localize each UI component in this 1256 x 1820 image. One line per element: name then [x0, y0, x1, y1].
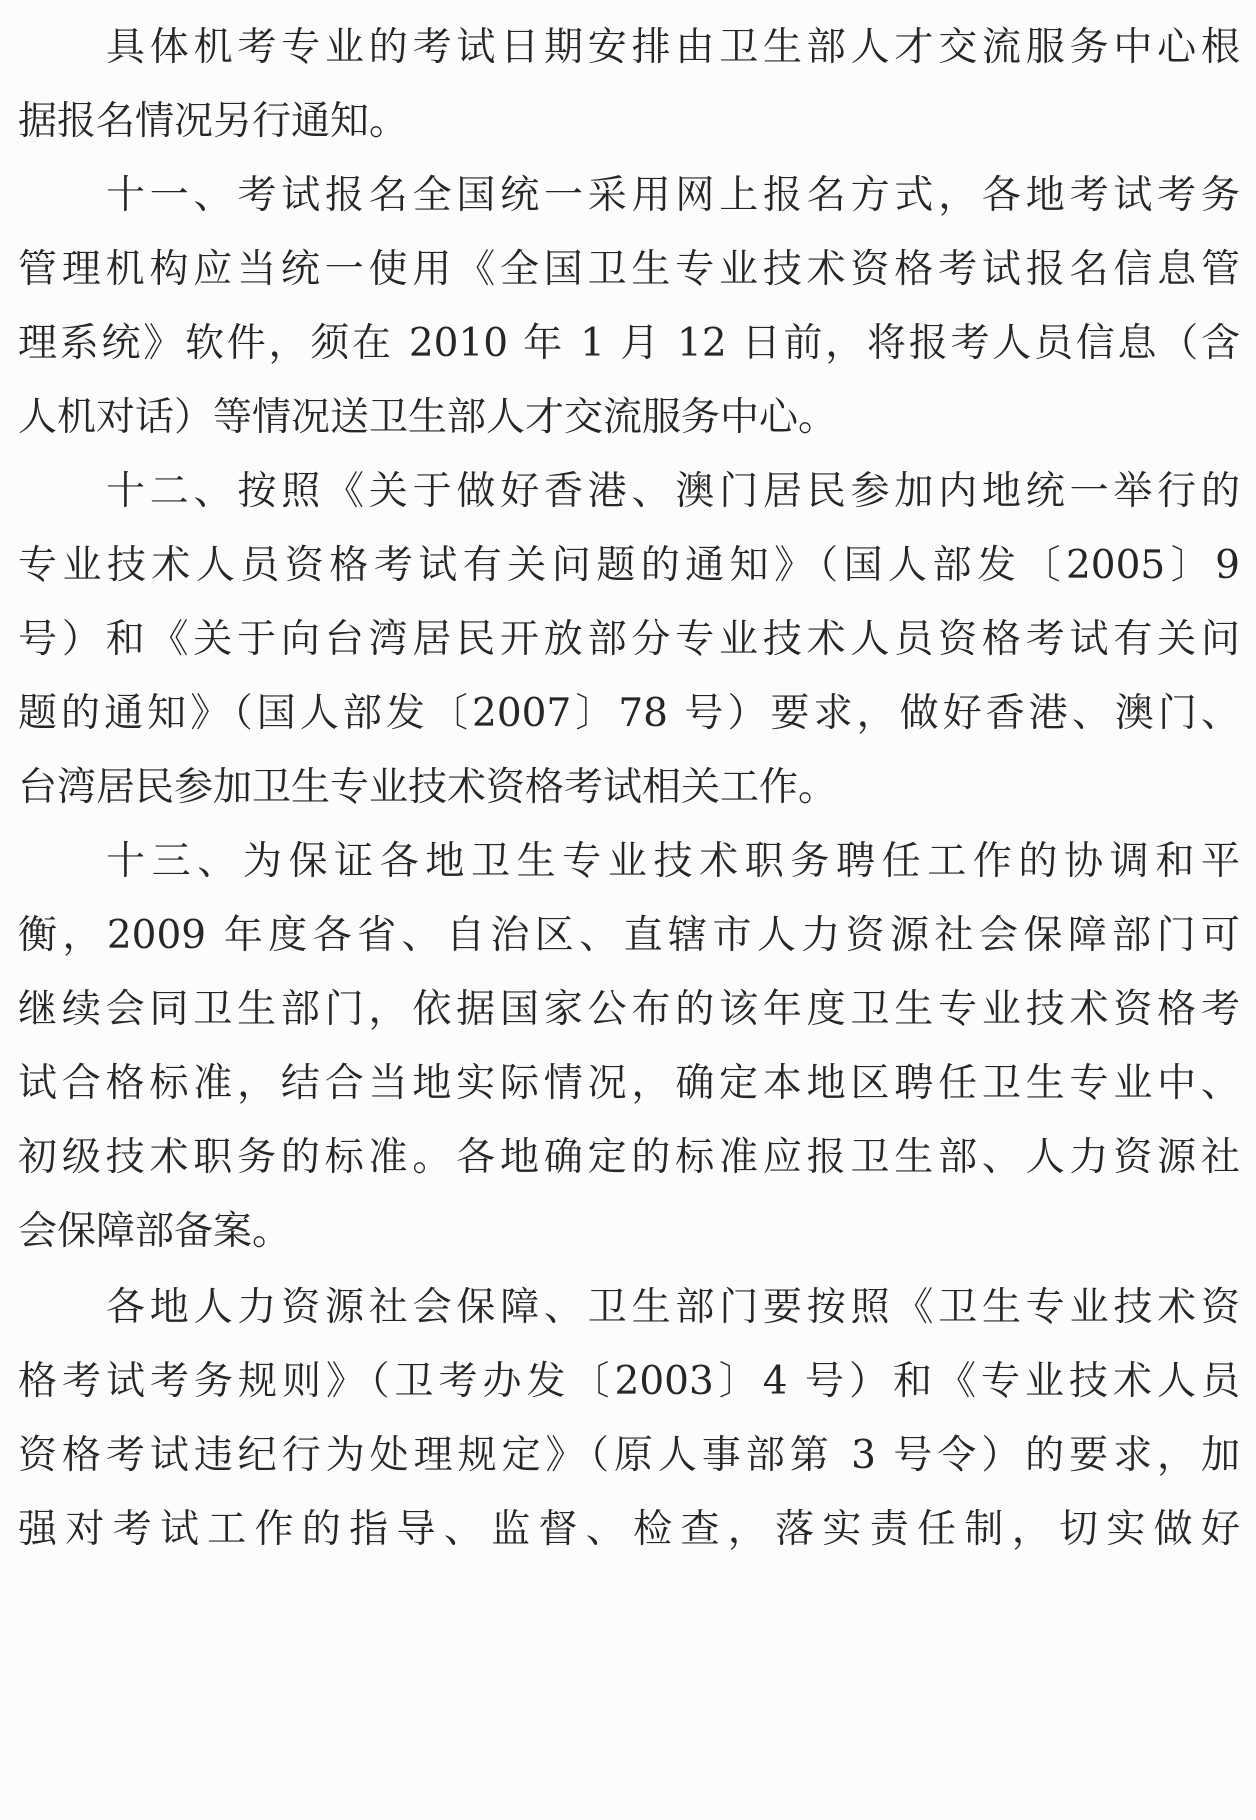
text-line: 题的通知》（国人部发〔2007〕78 号）要求，做好香港、澳门、 — [18, 691, 1240, 736]
text-line: 资格考试违纪行为处理规定》（原人事部第 3 号令）的要求，加 — [18, 1433, 1240, 1478]
text-line: 具体机考专业的考试日期安排由卫生部人才交流服务中心根 — [106, 25, 1240, 70]
text-line: 人机对话）等情况送卫生部人才交流服务中心。 — [18, 395, 838, 440]
text-line: 会保障部备案。 — [18, 1209, 292, 1254]
text-line: 格考试考务规则》（卫考办发〔2003〕4 号）和《专业技术人员 — [18, 1359, 1240, 1404]
text-line: 理系统》软件，须在 2010 年 1 月 12 日前，将报考人员信息（含 — [18, 321, 1240, 366]
text-line: 台湾居民参加卫生专业技术资格考试相关工作。 — [18, 765, 838, 810]
text-line: 号）和《关于向台湾居民开放部分专业技术人员资格考试有关问 — [18, 617, 1240, 662]
text-line: 初级技术职务的标准。各地确定的标准应报卫生部、人力资源社 — [18, 1135, 1240, 1180]
text-line: 据报名情况另行通知。 — [18, 99, 409, 144]
text-line: 继续会同卫生部门，依据国家公布的该年度卫生专业技术资格考 — [18, 987, 1240, 1032]
text-line: 管理机构应当统一使用《全国卫生专业技术资格考试报名信息管 — [18, 247, 1240, 292]
text-line: 专业技术人员资格考试有关问题的通知》（国人部发〔2005〕9 — [18, 543, 1240, 588]
text-line: 十二、按照《关于做好香港、澳门居民参加内地统一举行的 — [106, 469, 1240, 514]
text-line: 十一、考试报名全国统一采用网上报名方式，各地考试考务 — [106, 173, 1240, 218]
text-line: 强对考试工作的指导、监督、检查，落实责任制，切实做好 — [18, 1507, 1240, 1552]
text-line: 试合格标准，结合当地实际情况，确定本地区聘任卫生专业中、 — [18, 1061, 1240, 1106]
text-line: 各地人力资源社会保障、卫生部门要按照《卫生专业技术资 — [106, 1285, 1240, 1330]
text-line: 衡，2009 年度各省、自治区、直辖市人力资源社会保障部门可 — [18, 913, 1240, 958]
text-line: 十三、为保证各地卫生专业技术职务聘任工作的协调和平 — [106, 839, 1240, 884]
